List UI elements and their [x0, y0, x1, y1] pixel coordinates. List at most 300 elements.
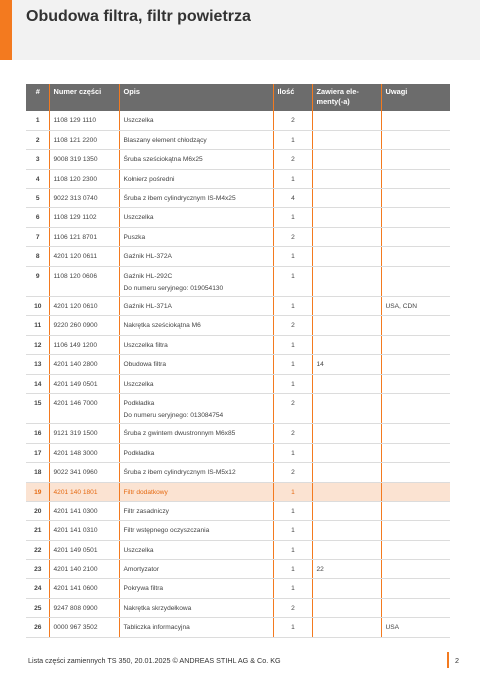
- cell-notes: [381, 501, 450, 520]
- cell-description: [119, 374, 273, 393]
- table-row: [26, 208, 450, 227]
- cell-quantity: [273, 208, 312, 227]
- quantity-text: 1: [291, 214, 295, 222]
- cell-quantity: [273, 540, 312, 559]
- description-text: Filtr wstępnego oczyszczania: [123, 527, 210, 535]
- cell-contains: [312, 443, 381, 462]
- part-number-text: 9121 319 1500: [53, 430, 98, 438]
- cell-part-number: [49, 208, 119, 227]
- cell-contains: [312, 618, 381, 637]
- table-row: [26, 463, 450, 482]
- cell-part-number: [49, 560, 119, 579]
- row-number-text: 12: [34, 341, 42, 349]
- cell-row-number: [26, 521, 49, 540]
- cell-contains: [312, 130, 381, 149]
- part-number-text: 9008 319 1350: [53, 156, 98, 164]
- cell-part-number: [49, 189, 119, 208]
- row-number-text: 10: [34, 303, 42, 311]
- row-number-text: 2: [35, 136, 40, 144]
- part-number-text: 4201 148 3000: [53, 449, 98, 457]
- cell-contains: [312, 540, 381, 559]
- row-number-text: 15: [34, 399, 42, 407]
- cell-row-number: [26, 355, 49, 374]
- table-row: [26, 424, 450, 443]
- description-text: Gaźnik HL-372A: [123, 253, 172, 261]
- cell-description: [119, 266, 273, 296]
- quantity-text: 2: [291, 430, 295, 438]
- cell-description: [119, 169, 273, 188]
- quantity-text: 1: [291, 507, 295, 515]
- table-row: [26, 355, 450, 374]
- quantity-text: 2: [291, 233, 295, 241]
- row-number-text: 17: [34, 449, 42, 457]
- cell-description: [119, 355, 273, 374]
- cell-row-number: [26, 169, 49, 188]
- cell-contains: [312, 393, 381, 423]
- cell-quantity: [273, 501, 312, 520]
- row-number-text: 18: [34, 469, 42, 477]
- part-number-text: 1108 129 1102: [53, 214, 97, 222]
- cell-row-number: [26, 227, 49, 246]
- cell-contains: [312, 169, 381, 188]
- table-row: [26, 316, 450, 335]
- quantity-text: 1: [291, 566, 295, 574]
- description-text: Śruba z łbem cylindrycznym IS-M4x25: [123, 195, 236, 203]
- part-number-text: 9022 313 0740: [53, 195, 98, 203]
- part-number-text: 4201 141 0300: [53, 507, 98, 515]
- cell-notes: [381, 598, 450, 617]
- row-number-text: 14: [34, 380, 42, 388]
- cell-contains: [312, 335, 381, 354]
- cell-notes: [381, 208, 450, 227]
- table-row: [26, 374, 450, 393]
- part-number-text: 4201 120 0611: [53, 253, 98, 261]
- column-header-description: Opis: [119, 84, 273, 111]
- row-number-text: 7: [35, 233, 40, 241]
- page-title: Obudowa filtra, filtr powietrza: [26, 8, 251, 25]
- cell-part-number: [49, 297, 119, 316]
- cell-row-number: [26, 424, 49, 443]
- table-row: [26, 266, 450, 296]
- cell-row-number: [26, 150, 49, 169]
- cell-notes: [381, 521, 450, 540]
- cell-description: [119, 598, 273, 617]
- cell-part-number: [49, 521, 119, 540]
- cell-description: [119, 540, 273, 559]
- cell-quantity: [273, 227, 312, 246]
- cell-notes: [381, 130, 450, 149]
- table-row: [26, 189, 450, 208]
- cell-notes: [381, 618, 450, 637]
- cell-contains: [312, 227, 381, 246]
- cell-notes: [381, 393, 450, 423]
- cell-contains: [312, 266, 381, 296]
- row-number-text: 24: [34, 585, 42, 593]
- cell-row-number: [26, 111, 49, 130]
- quantity-text: 1: [291, 303, 295, 311]
- cell-row-number: [26, 266, 49, 296]
- cell-notes: [381, 443, 450, 462]
- part-number-text: 9247 808 0900: [53, 604, 98, 612]
- header-accent-bar: [0, 0, 12, 60]
- footer-accent-bar: [447, 652, 449, 668]
- quantity-text: 1: [291, 585, 295, 593]
- quantity-text: 1: [291, 449, 295, 457]
- cell-quantity: [273, 266, 312, 296]
- parts-table-body: [26, 111, 450, 637]
- part-number-text: 4201 149 0501: [53, 380, 98, 388]
- cell-quantity: [273, 150, 312, 169]
- part-number-text: 9220 260 0900: [53, 322, 98, 330]
- cell-description: [119, 560, 273, 579]
- table-row: [26, 297, 450, 316]
- cell-part-number: [49, 424, 119, 443]
- cell-quantity: [273, 393, 312, 423]
- column-header-quantity: Ilość: [273, 84, 312, 111]
- cell-description: [119, 227, 273, 246]
- table-row: [26, 579, 450, 598]
- cell-notes: [381, 355, 450, 374]
- cell-quantity: [273, 521, 312, 540]
- cell-row-number: [26, 130, 49, 149]
- quantity-text: 1: [291, 624, 295, 632]
- quantity-text: 1: [291, 546, 295, 554]
- cell-contains: [312, 560, 381, 579]
- cell-contains: [312, 598, 381, 617]
- cell-contains: [312, 501, 381, 520]
- cell-description: [119, 463, 273, 482]
- cell-contains: [312, 247, 381, 266]
- description-text: Uszczelka: [123, 546, 154, 554]
- cell-notes: [381, 169, 450, 188]
- cell-notes: [381, 463, 450, 482]
- cell-quantity: [273, 130, 312, 149]
- description-text: Pokrywa filtra: [123, 585, 164, 593]
- cell-notes: [381, 189, 450, 208]
- serial-note-text: Do numeru seryjnego: 019054130: [123, 284, 224, 292]
- row-number-text: 23: [34, 566, 42, 574]
- row-number-text: 8: [35, 253, 40, 261]
- cell-notes: [381, 540, 450, 559]
- quantity-text: 1: [291, 488, 295, 496]
- cell-part-number: [49, 111, 119, 130]
- cell-row-number: [26, 316, 49, 335]
- cell-part-number: [49, 266, 119, 296]
- table-row: [26, 111, 450, 130]
- cell-part-number: [49, 150, 119, 169]
- cell-contains: [312, 208, 381, 227]
- cell-quantity: [273, 189, 312, 208]
- cell-notes: [381, 579, 450, 598]
- cell-description: [119, 130, 273, 149]
- cell-contains: [312, 521, 381, 540]
- cell-quantity: [273, 111, 312, 130]
- description-text: Uszczelka: [123, 117, 154, 124]
- quantity-text: 2: [291, 117, 295, 124]
- cell-part-number: [49, 247, 119, 266]
- part-number-text: 1108 120 0606: [53, 272, 98, 280]
- cell-quantity: [273, 560, 312, 579]
- cell-notes: [381, 266, 450, 296]
- cell-part-number: [49, 169, 119, 188]
- cell-description: [119, 393, 273, 423]
- cell-contains: [312, 355, 381, 374]
- cell-row-number: [26, 482, 49, 501]
- cell-row-number: [26, 618, 49, 637]
- cell-part-number: [49, 501, 119, 520]
- quantity-text: 2: [291, 322, 295, 330]
- description-text: Podkładka: [123, 449, 155, 457]
- cell-part-number: [49, 598, 119, 617]
- quantity-text: 1: [291, 136, 295, 144]
- description-text: Blaszany element chłodzący: [123, 136, 207, 144]
- cell-row-number: [26, 463, 49, 482]
- cell-contains: [312, 424, 381, 443]
- cell-notes: [381, 297, 450, 316]
- cell-row-number: [26, 443, 49, 462]
- description-text: Filtr dodatkowy: [123, 488, 168, 496]
- cell-quantity: [273, 169, 312, 188]
- part-number-text: 4201 140 2100: [53, 566, 98, 574]
- quantity-text: 1: [291, 341, 295, 349]
- cell-row-number: [26, 297, 49, 316]
- row-number-text: 6: [35, 214, 40, 222]
- table-row: [26, 247, 450, 266]
- cell-quantity: [273, 335, 312, 354]
- cell-description: [119, 501, 273, 520]
- cell-description: [119, 189, 273, 208]
- table-row: [26, 521, 450, 540]
- part-number-text: 4201 149 0501: [53, 546, 98, 554]
- cell-notes: [381, 316, 450, 335]
- cell-notes: [381, 150, 450, 169]
- description-text: Śruba z gwintem dwustronnym M6x85: [123, 430, 236, 438]
- cell-part-number: [49, 393, 119, 423]
- description-text: Amortyzator: [123, 566, 160, 574]
- column-header-contains: Zawiera ele-menty(-a): [312, 84, 381, 111]
- quantity-text: 2: [291, 469, 295, 477]
- quantity-text: 1: [291, 380, 295, 388]
- description-text: Puszka: [123, 233, 146, 241]
- cell-row-number: [26, 598, 49, 617]
- description-text: Podkładka: [123, 399, 155, 407]
- row-number-text: 5: [35, 195, 40, 203]
- cell-quantity: [273, 355, 312, 374]
- cell-quantity: [273, 297, 312, 316]
- row-number-text: 4: [35, 175, 40, 183]
- description-text: Filtr zasadniczy: [123, 507, 169, 515]
- cell-quantity: [273, 463, 312, 482]
- cell-notes: [381, 560, 450, 579]
- cell-part-number: [49, 316, 119, 335]
- row-number-text: 20: [34, 507, 42, 515]
- cell-description: [119, 482, 273, 501]
- page-number: 2: [455, 656, 459, 665]
- table-row: [26, 482, 450, 501]
- cell-quantity: [273, 618, 312, 637]
- cell-row-number: [26, 579, 49, 598]
- quantity-text: 1: [291, 361, 295, 369]
- cell-part-number: [49, 482, 119, 501]
- table-row: [26, 540, 450, 559]
- cell-part-number: [49, 355, 119, 374]
- cell-quantity: [273, 424, 312, 443]
- cell-notes: [381, 111, 450, 130]
- row-number-text: 21: [34, 527, 42, 535]
- quantity-text: 2: [291, 399, 295, 407]
- description-text: Gaźnik HL-371A: [123, 303, 172, 311]
- cell-part-number: [49, 540, 119, 559]
- table-row: [26, 443, 450, 462]
- notes-text: USA, CDN: [385, 303, 418, 311]
- cell-row-number: [26, 501, 49, 520]
- cell-row-number: [26, 560, 49, 579]
- row-number-text: 9: [35, 272, 40, 280]
- cell-contains: [312, 482, 381, 501]
- cell-quantity: [273, 443, 312, 462]
- cell-part-number: [49, 463, 119, 482]
- cell-row-number: [26, 208, 49, 227]
- row-number-text: 25: [34, 604, 42, 612]
- cell-description: [119, 297, 273, 316]
- cell-part-number: [49, 374, 119, 393]
- row-number-text: 11: [34, 322, 42, 330]
- cell-notes: [381, 482, 450, 501]
- description-text: Nakrętka sześciokątna M6: [123, 322, 201, 330]
- cell-description: [119, 208, 273, 227]
- description-text: Uszczelka: [123, 214, 154, 222]
- cell-contains: [312, 579, 381, 598]
- cell-description: [119, 521, 273, 540]
- cell-quantity: [273, 482, 312, 501]
- row-number-text: 16: [34, 430, 42, 438]
- notes-text: USA: [385, 624, 400, 632]
- page-header: [0, 0, 480, 60]
- parts-table: [26, 84, 450, 638]
- part-number-text: 9022 341 0960: [53, 469, 98, 477]
- cell-contains: [312, 374, 381, 393]
- table-row: [26, 618, 450, 637]
- serial-note-text: Do numeru seryjnego: 013084754: [123, 411, 224, 419]
- part-number-text: 4201 140 1801: [53, 488, 98, 496]
- description-text: Śruba z łbem cylindrycznym IS-M5x12: [123, 469, 236, 477]
- quantity-text: 1: [291, 272, 295, 280]
- row-number-text: 3: [35, 156, 40, 164]
- column-header-notes: Uwagi: [381, 84, 450, 111]
- description-text: Obudowa filtra: [123, 361, 167, 369]
- quantity-text: 2: [291, 604, 295, 612]
- part-number-text: 4201 120 0610: [53, 303, 98, 311]
- table-row: [26, 227, 450, 246]
- description-text: Nakrętka skrzydełkowa: [123, 604, 192, 612]
- cell-quantity: [273, 374, 312, 393]
- contains-text: 22: [316, 566, 324, 574]
- cell-description: [119, 443, 273, 462]
- cell-row-number: [26, 540, 49, 559]
- cell-part-number: [49, 335, 119, 354]
- table-row: [26, 501, 450, 520]
- cell-row-number: [26, 393, 49, 423]
- table-header-row: [26, 84, 450, 111]
- cell-description: [119, 150, 273, 169]
- cell-description: [119, 424, 273, 443]
- row-number-text: 26: [34, 624, 42, 632]
- part-number-text: 1106 121 8701: [53, 233, 98, 241]
- part-number-text: 4201 141 0600: [53, 585, 98, 593]
- table-row: [26, 130, 450, 149]
- contains-text: 14: [316, 361, 324, 369]
- cell-quantity: [273, 316, 312, 335]
- quantity-text: 1: [291, 253, 295, 261]
- quantity-text: 2: [291, 156, 295, 164]
- cell-description: [119, 247, 273, 266]
- table-row: [26, 560, 450, 579]
- cell-description: [119, 335, 273, 354]
- table-row: [26, 393, 450, 423]
- description-text: Gaźnik HL-292C: [123, 272, 173, 280]
- quantity-text: 1: [291, 175, 295, 183]
- part-number-text: 4201 141 0310: [53, 527, 98, 535]
- quantity-text: 1: [291, 527, 295, 535]
- description-text: Tabliczka informacyjna: [123, 624, 190, 632]
- cell-notes: [381, 374, 450, 393]
- part-number-text: 4201 146 7000: [53, 399, 98, 407]
- row-number-text: 13: [34, 361, 42, 369]
- description-text: Uszczelka: [123, 380, 154, 388]
- cell-quantity: [273, 598, 312, 617]
- cell-notes: [381, 247, 450, 266]
- cell-contains: [312, 150, 381, 169]
- description-text: Uszczelka filtra: [123, 341, 168, 349]
- cell-part-number: [49, 579, 119, 598]
- part-number-text: 1108 121 2200: [53, 136, 98, 144]
- row-number-text: 19: [34, 488, 42, 496]
- column-header-number: #: [26, 84, 49, 111]
- cell-part-number: [49, 227, 119, 246]
- cell-quantity: [273, 579, 312, 598]
- table-row: [26, 169, 450, 188]
- part-number-text: 1108 129 1110: [53, 117, 97, 124]
- description-text: Śruba sześciokątna M6x25: [123, 156, 203, 164]
- description-text: Kołnierz pośredni: [123, 175, 175, 183]
- cell-row-number: [26, 189, 49, 208]
- cell-part-number: [49, 443, 119, 462]
- cell-description: [119, 579, 273, 598]
- cell-quantity: [273, 247, 312, 266]
- column-header-part-number: Numer części: [49, 84, 119, 111]
- part-number-text: 1108 120 2300: [53, 175, 98, 183]
- cell-description: [119, 316, 273, 335]
- cell-part-number: [49, 130, 119, 149]
- cell-part-number: [49, 618, 119, 637]
- cell-notes: [381, 424, 450, 443]
- table-row: [26, 150, 450, 169]
- cell-row-number: [26, 335, 49, 354]
- cell-contains: [312, 463, 381, 482]
- part-number-text: 1106 149 1200: [53, 341, 98, 349]
- table-row: [26, 598, 450, 617]
- row-number-text: 1: [35, 117, 40, 124]
- cell-contains: [312, 297, 381, 316]
- cell-notes: [381, 227, 450, 246]
- cell-contains: [312, 316, 381, 335]
- cell-contains: [312, 189, 381, 208]
- part-number-text: 4201 140 2800: [53, 361, 98, 369]
- cell-contains: [312, 111, 381, 130]
- table-row: [26, 335, 450, 354]
- cell-row-number: [26, 374, 49, 393]
- quantity-text: 4: [291, 195, 295, 203]
